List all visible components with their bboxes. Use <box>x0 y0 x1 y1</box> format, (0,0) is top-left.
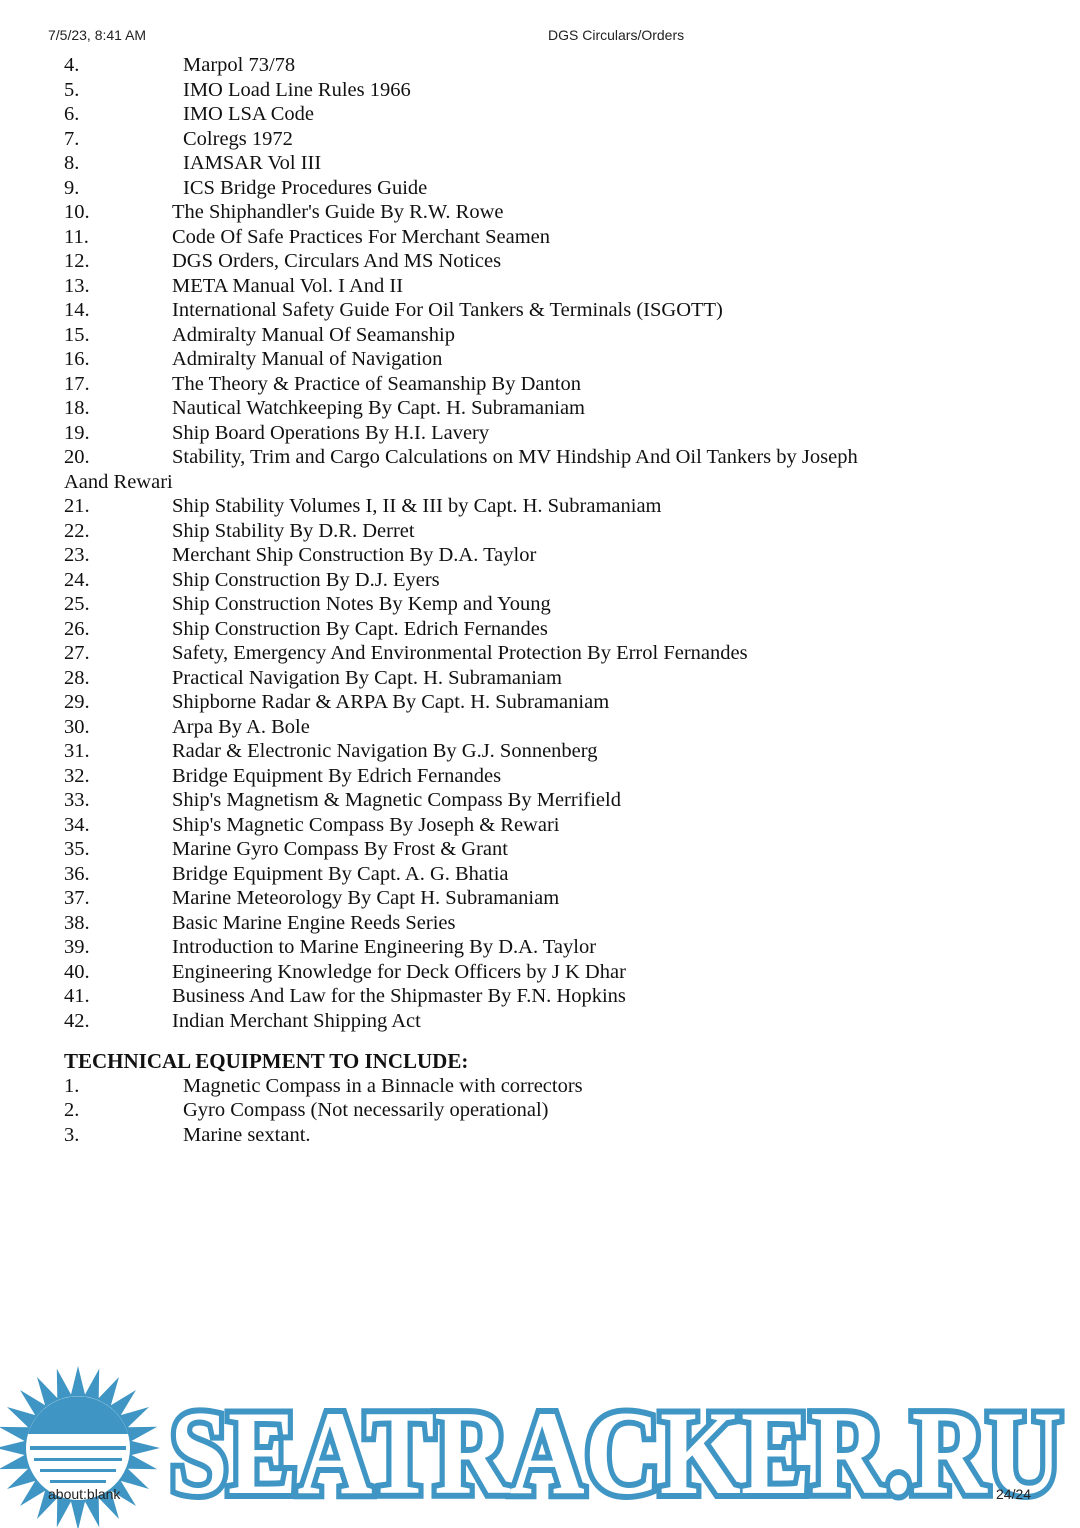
list-item-text: Ship Construction By D.J. Eyers <box>172 568 440 591</box>
list-item <box>64 470 1024 495</box>
list-item-number: 22. <box>64 519 90 542</box>
list-item-number: 2. <box>64 1099 80 1121</box>
print-page-number: 24/24 <box>996 1486 1032 1502</box>
list-item-number: 34. <box>64 813 90 836</box>
list-item-number: 32. <box>64 764 90 787</box>
list-item-number: 33. <box>64 789 90 811</box>
list-item-number: 28. <box>64 666 90 689</box>
list-item <box>64 1098 1024 1123</box>
list-item-text: Stability, Trim and Cargo Calculations on MV Hindship And Oil Tankers by Joseph <box>172 446 858 468</box>
list-item-text: ICS Bridge Procedures Guide <box>183 176 428 199</box>
list-item-text: Arpa By A. Bole <box>172 715 310 738</box>
list-item <box>64 225 1024 250</box>
list-item <box>64 151 1024 176</box>
list-item <box>64 886 1024 911</box>
list-item-text: IMO Load Line Rules 1966 <box>183 78 411 101</box>
list-item-text: Ship's Magnetism & Magnetic Compass By Merrifield <box>172 789 621 811</box>
list-item-number: 4. <box>64 54 80 76</box>
list-item <box>64 739 1024 764</box>
list-item-number: 26. <box>64 617 90 640</box>
list-item-number: 29. <box>64 691 90 713</box>
list-item-text: The Shiphandler's Guide By R.W. Rowe <box>172 201 504 223</box>
list-item <box>64 372 1024 397</box>
list-item-number: 12. <box>64 250 90 272</box>
list-item <box>64 666 1024 691</box>
list-item-text: Introduction to Marine Engineering By D.A. Taylor <box>172 936 597 958</box>
list-item <box>64 176 1024 201</box>
list-item <box>64 984 1024 1009</box>
list-item-number: 10. <box>64 201 90 223</box>
list-item-number: 38. <box>64 911 90 934</box>
list-item <box>64 200 1024 225</box>
list-item-number: 9. <box>64 176 80 199</box>
list-item-text: Gyro Compass (Not necessarily operational) <box>183 1099 549 1121</box>
list-item-number: 30. <box>64 715 90 738</box>
list-item-number: 8. <box>64 152 80 174</box>
list-item <box>64 764 1024 789</box>
list-item <box>64 641 1024 666</box>
print-header <box>0 27 1080 43</box>
list-item-text: Engineering Knowledge for Deck Officers by J K Dhar <box>172 960 626 983</box>
list-item <box>64 813 1024 838</box>
list-item-number: 6. <box>64 103 80 125</box>
list-item-number: 21. <box>64 495 90 517</box>
list-item-number: 18. <box>64 397 90 419</box>
list-item-number: 5. <box>64 78 80 101</box>
list-item-text: IAMSAR Vol III <box>183 152 322 174</box>
list-item <box>64 715 1024 740</box>
list-item-text: Magnetic Compass in a Binnacle with correctors <box>183 1074 583 1097</box>
list-item-number: 15. <box>64 323 90 346</box>
list-item-text: Admiralty Manual of Navigation <box>172 348 443 370</box>
list-item-text: Marine sextant. <box>183 1123 311 1146</box>
list-item <box>64 788 1024 813</box>
list-item <box>64 519 1024 544</box>
list-item-text: Ship Stability Volumes I, II & III by Capt. H. Subramaniam <box>172 495 662 517</box>
sun-icon <box>0 1366 160 1528</box>
list-item-text: Marine Gyro Compass By Frost & Grant <box>172 838 508 860</box>
list-item-text: META Manual Vol. I And II <box>172 274 404 297</box>
print-page-title: DGS Circulars/Orders <box>548 27 685 43</box>
list-item <box>64 494 1024 519</box>
document-body <box>64 53 1024 1147</box>
list-item-number: 41. <box>64 985 90 1007</box>
list-item-number: 37. <box>64 887 90 909</box>
list-item-number: 7. <box>64 127 80 150</box>
list-item-number: 27. <box>64 642 90 664</box>
list-item-number: 24. <box>64 568 90 591</box>
book-list <box>64 53 1024 1033</box>
list-item <box>64 323 1024 348</box>
list-item-number: 25. <box>64 593 90 615</box>
list-item-number: 3. <box>64 1123 80 1146</box>
list-item-text: IMO LSA Code <box>183 103 314 125</box>
list-item <box>64 1074 1024 1099</box>
list-item-number: 42. <box>64 1009 90 1032</box>
list-item-number: 19. <box>64 421 90 444</box>
list-item <box>64 568 1024 593</box>
equipment-list <box>64 1074 1024 1148</box>
list-item-text: Merchant Ship Construction By D.A. Taylor <box>172 544 537 566</box>
list-item-text: Business And Law for the Shipmaster By F.N. Hopkins <box>172 985 626 1007</box>
list-item-number: 16. <box>64 348 90 370</box>
list-item-text: Nautical Watchkeeping By Capt. H. Subramaniam <box>172 397 585 419</box>
list-item-number: 36. <box>64 862 90 885</box>
list-item-text: Bridge Equipment By Edrich Fernandes <box>172 764 502 787</box>
list-item <box>64 274 1024 299</box>
list-item-text: Marine Meteorology By Capt H. Subramaniam <box>172 887 560 909</box>
list-item-text: Marpol 73/78 <box>183 54 296 76</box>
list-item <box>64 421 1024 446</box>
list-item-number: 23. <box>64 544 90 566</box>
list-item-text: Bridge Equipment By Capt. A. G. Bhatia <box>172 862 509 885</box>
watermark-text: SEATRACKER.RU <box>170 1386 1062 1519</box>
list-item-text: Aand Rewari <box>64 470 173 493</box>
list-item-text: Radar & Electronic Navigation By G.J. Sonnenberg <box>172 740 598 762</box>
print-url: about:blank <box>48 1486 121 1502</box>
list-item-number: 35. <box>64 838 90 860</box>
list-item-text: The Theory & Practice of Seamanship By Danton <box>172 372 581 395</box>
list-item-text: Ship Construction Notes By Kemp and Young <box>172 593 551 615</box>
list-item <box>64 1123 1024 1148</box>
list-item-text: Practical Navigation By Capt. H. Subramaniam <box>172 666 562 689</box>
list-item-text: Indian Merchant Shipping Act <box>172 1009 421 1032</box>
list-item <box>64 592 1024 617</box>
list-item <box>64 837 1024 862</box>
print-datetime: 7/5/23, 8:41 AM <box>48 27 147 43</box>
list-item-text: Safety, Emergency And Environmental Protection By Errol Fernandes <box>172 642 748 664</box>
list-item-number: 20. <box>64 446 90 468</box>
list-item <box>64 911 1024 936</box>
list-item <box>64 543 1024 568</box>
list-item-text: Basic Marine Engine Reeds Series <box>172 911 456 934</box>
list-item-text: International Safety Guide For Oil Tankers & Terminals (ISGOTT) <box>172 299 723 321</box>
list-item-text: Ship Board Operations By H.I. Lavery <box>172 421 490 444</box>
list-item-number: 1. <box>64 1074 80 1097</box>
list-item-text: Ship Construction By Capt. Edrich Fernandes <box>172 617 548 640</box>
list-item <box>64 445 1024 470</box>
list-item <box>64 78 1024 103</box>
print-footer <box>0 1486 1080 1502</box>
list-item <box>64 298 1024 323</box>
list-item-text: Shipborne Radar & ARPA By Capt. H. Subramaniam <box>172 691 610 713</box>
list-item-text: Ship's Magnetic Compass By Joseph & Rewari <box>172 813 560 836</box>
list-item <box>64 249 1024 274</box>
list-item <box>64 690 1024 715</box>
list-item-text: Admiralty Manual Of Seamanship <box>172 323 455 346</box>
list-item-number: 11. <box>64 225 89 248</box>
list-item <box>64 935 1024 960</box>
list-item <box>64 102 1024 127</box>
equipment-section-title: TECHNICAL EQUIPMENT TO INCLUDE: <box>64 1049 469 1073</box>
list-item-text: Colregs 1972 <box>183 127 293 150</box>
list-item <box>64 960 1024 985</box>
watermark <box>0 1366 1080 1528</box>
list-item-number: 40. <box>64 960 90 983</box>
list-item-number: 17. <box>64 372 90 395</box>
list-item <box>64 53 1024 78</box>
list-item <box>64 1009 1024 1034</box>
list-item-text: Ship Stability By D.R. Derret <box>172 519 415 542</box>
list-item-number: 14. <box>64 299 90 321</box>
list-item-number: 13. <box>64 274 90 297</box>
list-item-text: Code Of Safe Practices For Merchant Seamen <box>172 225 550 248</box>
list-item-number: 31. <box>64 740 90 762</box>
list-item <box>64 127 1024 152</box>
list-item <box>64 617 1024 642</box>
list-item <box>64 862 1024 887</box>
list-item-number: 39. <box>64 936 90 958</box>
list-item <box>64 347 1024 372</box>
list-item <box>64 396 1024 421</box>
list-item-text: DGS Orders, Circulars And MS Notices <box>172 250 502 272</box>
